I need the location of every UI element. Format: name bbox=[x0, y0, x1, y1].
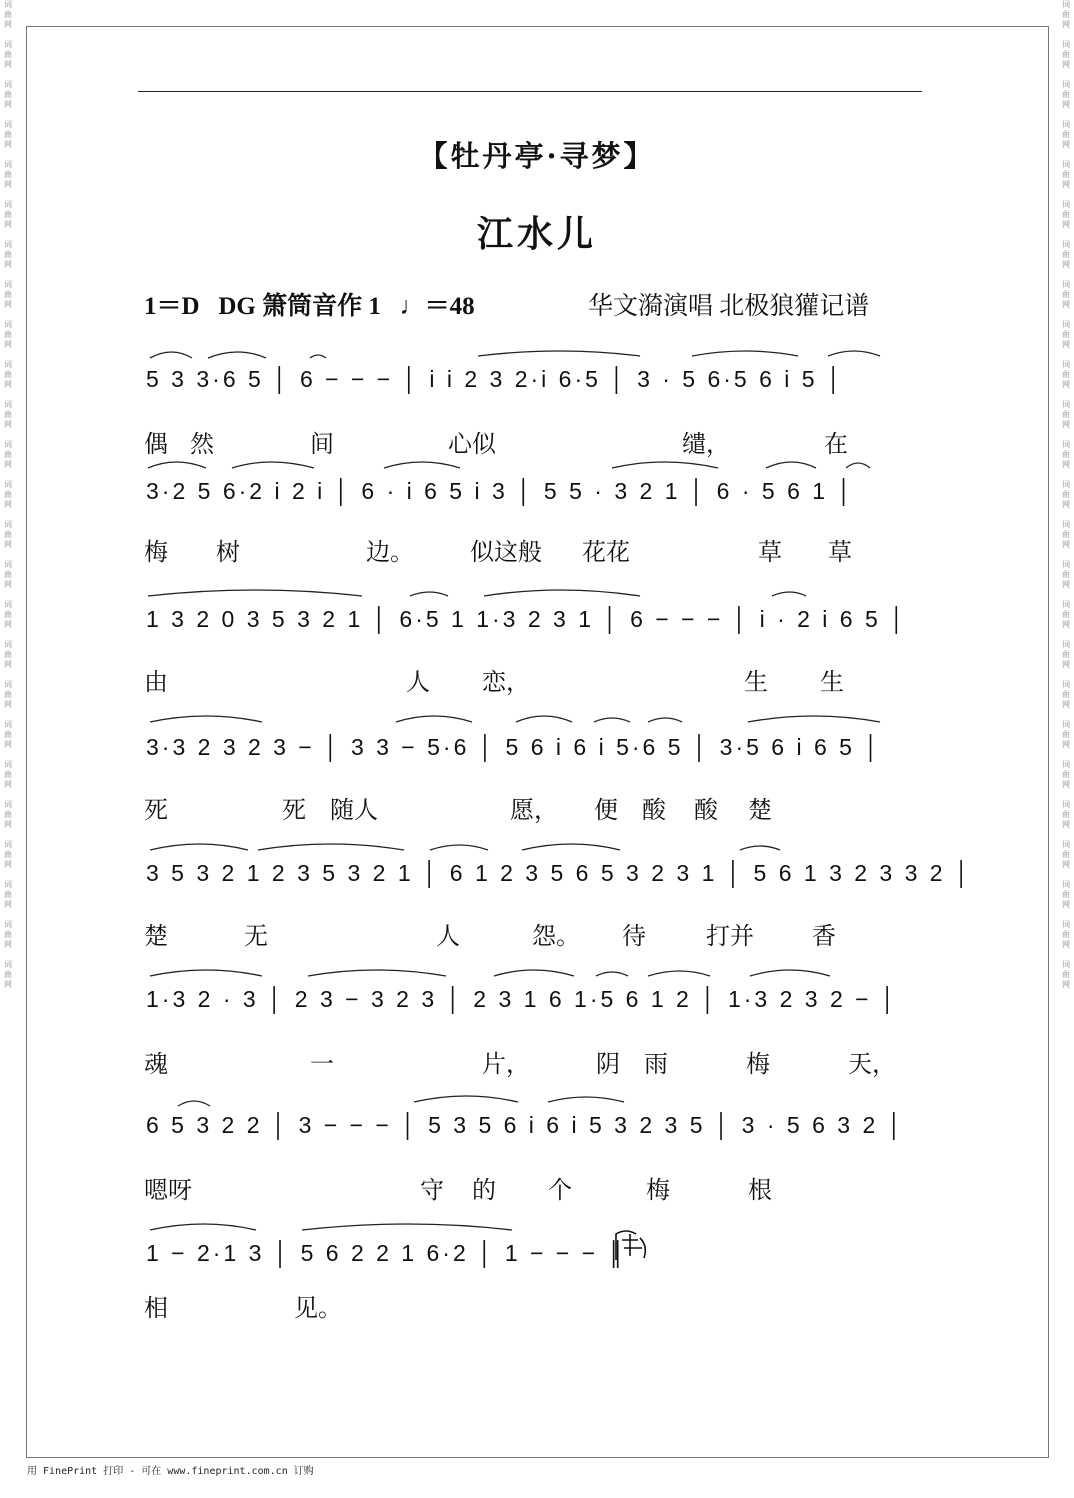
notation-line: 1 − 2·1 3 │ 5 6 2 2 1 6·2 │ 1 − − − ║ bbox=[146, 1240, 627, 1266]
lyric-word: 人 bbox=[406, 668, 430, 696]
lyric-word: 似这般 bbox=[470, 538, 542, 566]
lyric-word: 个 bbox=[548, 1176, 572, 1204]
lyric-word: 在 bbox=[824, 430, 848, 458]
lyric-word: 生 bbox=[744, 668, 768, 696]
left-watermark-strip: 词 曲 网 词 曲 网 词 曲 网 词 曲 网 词 曲 网 词 曲 网 词 曲 网 词 曲 网 词 曲 网 词 曲 网 词 曲 网 词 曲 网 词 曲 网 词 曲 网 词 曲 网 词 曲 网 词 曲 网 词 曲 网 词 曲 网 词 曲 网 词 曲 网 词 曲 网 词 曲 网 词 曲 网 词 曲 网 bbox=[4, 0, 12, 989]
lyric-word: 的 bbox=[472, 1176, 496, 1204]
lyric-word: 树 bbox=[216, 538, 240, 566]
lyric-word: 死 bbox=[282, 796, 306, 824]
key-tempo-line bbox=[144, 286, 475, 322]
lyric-line bbox=[144, 790, 924, 824]
suite-title: 【牡丹亭·寻梦】 bbox=[418, 139, 656, 173]
lyric-word: 由 bbox=[144, 668, 168, 696]
notation-line: 3 5 3 2 1 2 3 5 3 2 1 │ 6 1 2 3 5 6 5 3 2 3 1 │ 5 6 1 3 2 3 3 2 │ bbox=[146, 860, 973, 886]
song-title: 江水儿 bbox=[476, 213, 597, 255]
lyric-word: 人 bbox=[436, 922, 460, 950]
lyric-word: 嗯呀 bbox=[144, 1176, 192, 1204]
lyric-line bbox=[144, 1170, 924, 1204]
lyric-word: 边。 bbox=[366, 538, 414, 566]
lyric-word: 怨。 bbox=[532, 922, 580, 950]
lyric-word: 间 bbox=[310, 430, 334, 458]
lyric-word: 楚 bbox=[144, 922, 168, 950]
lyric-word: 一 bbox=[310, 1050, 334, 1078]
lyric-word: 偶 bbox=[144, 430, 168, 458]
lyric-word: 待 bbox=[622, 922, 646, 950]
lyric-line bbox=[144, 532, 924, 566]
lyric-word: 魂 bbox=[144, 1050, 168, 1078]
end-calligraphy-mark bbox=[608, 1226, 654, 1262]
tempo-mark: ♩＝48 bbox=[399, 293, 475, 320]
notation-line: 3·2 5 6·2 i 2 i │ 6 · i 6 5 i 3 │ 5 5 · 3 2 1 │ 6 · 5 6 1 │ bbox=[146, 478, 855, 504]
lyric-line bbox=[144, 1044, 924, 1078]
lyric-line bbox=[144, 916, 924, 950]
lyric-line bbox=[144, 1288, 924, 1322]
lyric-word: 花花 bbox=[582, 538, 630, 566]
credits: 华文漪演唱 北极狼獾记谱 bbox=[588, 293, 870, 320]
lyric-word: 恋， bbox=[482, 668, 530, 696]
lyric-word: 便 bbox=[594, 796, 618, 824]
lyric-word: 守 bbox=[420, 1176, 444, 1204]
lyric-word: 酸 bbox=[642, 796, 666, 824]
lyric-word: 生 bbox=[820, 668, 844, 696]
lyric-word: 酸 bbox=[694, 796, 718, 824]
lyric-word: 梅 bbox=[746, 1050, 770, 1078]
lyric-word: 草 bbox=[828, 538, 852, 566]
notation-line: 6 5 3 2 2 │ 3 − − − │ 5 3 5 6 i 6 i 5 3 2 3 5 │ 3 · 5 6 3 2 │ bbox=[146, 1112, 905, 1138]
notation-line: 5 3 3·6 5 │ 6 − − − │ i i 2 3 2·i 6·5 │ 3 · 5 6·5 6 i 5 │ bbox=[146, 366, 845, 392]
notation-line: 1·3 2 · 3 │ 2 3 − 3 2 3 │ 2 3 1 6 1·5 6 1 2 │ 1·3 2 3 2 − │ bbox=[146, 986, 899, 1012]
lyric-word: 然 bbox=[190, 430, 214, 458]
lyric-word: 草 bbox=[758, 538, 782, 566]
lyric-word: 随人 bbox=[330, 796, 378, 824]
lyric-word: 阴 bbox=[596, 1050, 620, 1078]
lyric-word: 愿， bbox=[510, 796, 558, 824]
lyric-word: 无 bbox=[244, 922, 268, 950]
notation-line: 3·3 2 3 2 3 − │ 3 3 − 5·6 │ 5 6 i 6 i 5·6 5 │ 3·5 6 i 6 5 │ bbox=[146, 734, 882, 760]
lyric-word: 梅 bbox=[646, 1176, 670, 1204]
lyric-word: 楚 bbox=[748, 796, 772, 824]
lyric-word: 雨 bbox=[644, 1050, 668, 1078]
instrument-tuning: DG 箫筒音作 1 bbox=[218, 293, 381, 320]
lyric-word: 缱， bbox=[682, 430, 730, 458]
right-watermark-strip: 词 曲 网 词 曲 网 词 曲 网 词 曲 网 词 曲 网 词 曲 网 词 曲 网 词 曲 网 词 曲 网 词 曲 网 词 曲 网 词 曲 网 词 曲 网 词 曲 网 词 曲 网 词 曲 网 词 曲 网 词 曲 网 词 曲 网 词 曲 网 词 曲 网 词 曲 网 词 曲 网 词 曲 网 词 曲 网 bbox=[1062, 0, 1070, 989]
lyric-line bbox=[144, 424, 924, 458]
key-signature: 1＝D bbox=[144, 293, 200, 320]
print-footer: 用 FinePrint 打印 - 可在 www.fineprint.com.cn 订购 bbox=[27, 1466, 314, 1477]
lyric-word: 死 bbox=[144, 796, 168, 824]
lyric-word: 见。 bbox=[294, 1294, 342, 1322]
lyric-word: 片， bbox=[482, 1050, 530, 1078]
lyric-word: 香 bbox=[812, 922, 836, 950]
lyric-word: 梅 bbox=[144, 538, 168, 566]
notation-line: 1 3 2 0 3 5 3 2 1 │ 6·5 1 1·3 2 3 1 │ 6 − − − │ i · 2 i 6 5 │ bbox=[146, 606, 908, 632]
lyric-word: 心似 bbox=[448, 430, 496, 458]
score-meta bbox=[144, 286, 934, 318]
lyric-word: 天， bbox=[848, 1050, 896, 1078]
lyric-word: 相 bbox=[144, 1294, 168, 1322]
lyric-line bbox=[144, 662, 924, 696]
header-rule bbox=[138, 91, 922, 92]
lyric-word: 打并 bbox=[706, 922, 754, 950]
lyric-word: 根 bbox=[748, 1176, 772, 1204]
